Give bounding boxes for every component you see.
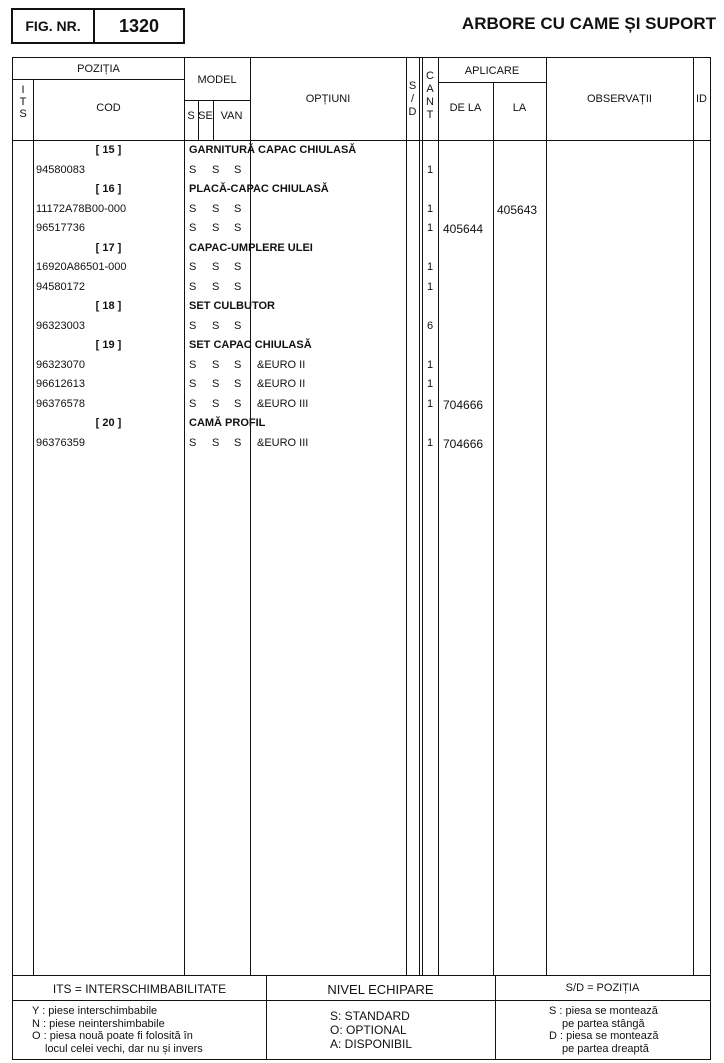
model-van-value: S (234, 280, 242, 293)
model-s-value: S (189, 358, 197, 371)
nivel-legend: S: STANDARD O: OPTIONAL A: DISPONIBIL (330, 1009, 413, 1051)
its-col-line (33, 79, 34, 975)
option-value: &EURO III (257, 397, 309, 410)
cant-value: 1 (427, 358, 434, 371)
cant-value: 1 (427, 378, 434, 390)
cant-value: 1 (427, 261, 434, 273)
cant-value: 6 (427, 319, 434, 332)
model-van-value: S (234, 261, 242, 273)
header-bottom-line (13, 140, 710, 141)
model-van-value: S (234, 397, 242, 410)
footer-top-line (13, 975, 710, 976)
part-code: 96323003 (36, 319, 85, 332)
group-description: SET CAPAC CHIULASĂ (189, 339, 312, 351)
pozitia-line (13, 79, 184, 80)
figure-label: FIG. NR. (13, 10, 95, 42)
model-van-value: S (234, 436, 242, 449)
model-s-value: S (189, 280, 197, 293)
model-s-header: S (187, 110, 195, 122)
its-header: I T S (19, 84, 27, 120)
sd-legend-title: S/D = POZIȚIA (565, 982, 640, 994)
cant-value: 1 (427, 163, 434, 176)
sd-header: S / D (408, 80, 417, 118)
sd-col-line-2 (422, 58, 423, 975)
part-code: 96323070 (36, 358, 85, 371)
model-s-value: S (189, 163, 197, 176)
model-se-value: S (212, 319, 220, 332)
page-title: ARBORE CU CAME ȘI SUPORT (461, 14, 716, 33)
aplicare-line (438, 82, 546, 83)
group-description: GARNITURĂ CAPAC CHIULASĂ (189, 144, 357, 156)
dela-col-line (493, 82, 494, 975)
model-se-header: SE (198, 110, 213, 122)
model-van-value: S (234, 319, 242, 332)
group-position: [ 19 ] (95, 339, 122, 351)
model-s-value: S (189, 222, 197, 234)
la-header: LA (512, 102, 527, 114)
group-description: PLACĂ-CAPAC CHIULASĂ (189, 183, 329, 195)
cant-value: 1 (427, 202, 434, 215)
figure-number-box (11, 8, 185, 44)
cod-header: COD (96, 102, 121, 114)
obs-col-line (693, 58, 694, 975)
part-code: 96376359 (36, 436, 85, 449)
its-legend: Y : piese interschimbabile N : piese neintershimbabile O : piesa nouă poate fi folosită în locul celei vechi, dar nu și invers (32, 1005, 203, 1055)
dela-value: 704666 (443, 436, 484, 451)
dela-value: 704666 (443, 397, 484, 412)
part-code: 94580172 (36, 280, 85, 293)
dela-value: 405644 (443, 222, 484, 236)
optiuni-header: OPȚIUNI (305, 93, 351, 105)
option-value: &EURO III (257, 436, 309, 449)
group-position: [ 18 ] (95, 300, 122, 312)
model-line (184, 100, 250, 101)
its-legend-title: ITS = INTERSCHIMBABILITATE (52, 982, 227, 996)
cant-header: C A N T (426, 70, 434, 121)
group-description: CAMĂ PROFIL (189, 417, 266, 429)
model-s-value: S (189, 397, 197, 410)
model-van-value: S (234, 358, 242, 371)
cod-col-line (184, 58, 185, 975)
id-header: ID (696, 93, 707, 105)
option-value: &EURO II (257, 378, 306, 390)
parts-table (12, 57, 711, 1060)
model-van-header: VAN (220, 110, 243, 122)
cant-value: 1 (427, 222, 434, 234)
observatii-header: OBSERVAȚII (586, 93, 652, 105)
dela-header: DE LA (449, 102, 482, 114)
sd-col-line (419, 58, 420, 975)
la-value: 405643 (497, 202, 538, 217)
part-code: 16920A86501-000 (36, 261, 127, 273)
model-header: MODEL (197, 74, 237, 86)
group-position: [ 17 ] (95, 241, 122, 254)
figure-number: 1320 (118, 15, 160, 36)
model-van-value: S (234, 222, 242, 234)
part-code: 94580083 (36, 163, 85, 176)
cant-value: 1 (427, 280, 434, 293)
sd-legend: S : piesa se montează pe partea stângă D : piesa se montează pe partea dreaptă (549, 1005, 659, 1055)
cant-value: 1 (427, 436, 434, 449)
part-code: 11172A78B00-000 (36, 202, 127, 215)
cant-value: 1 (427, 397, 434, 410)
pozitia-header: POZIȚIA (77, 63, 120, 75)
model-s-value: S (189, 378, 197, 390)
model-se-value: S (212, 378, 220, 390)
group-description: SET CULBUTOR (189, 300, 275, 312)
model-van-value: S (234, 163, 242, 176)
model-se-value: S (212, 222, 220, 234)
model-col-line (250, 58, 251, 975)
model-se-value: S (212, 436, 220, 449)
model-s-value: S (189, 319, 197, 332)
model-se-value: S (212, 358, 220, 371)
model-se-value: S (212, 163, 220, 176)
model-van-value: S (234, 378, 242, 390)
part-code: 96517736 (36, 222, 85, 234)
model-se-value: S (212, 280, 220, 293)
la-col-line (546, 58, 547, 975)
optiuni-col-line (406, 58, 407, 975)
model-van-value: S (234, 202, 242, 215)
option-value: &EURO II (257, 358, 306, 371)
model-s-value: S (189, 261, 197, 273)
aplicare-header: APLICARE (464, 65, 520, 77)
group-position: [ 20 ] (95, 417, 122, 429)
model-s-value: S (189, 202, 197, 215)
footer-title-line (13, 1000, 710, 1001)
cant-col-line (438, 58, 439, 975)
part-code: 96612613 (36, 378, 85, 390)
group-position: [ 15 ] (95, 144, 122, 156)
part-code: 96376578 (36, 397, 85, 410)
group-description: CAPAC-UMPLERE ULEI (189, 241, 313, 254)
model-se-value: S (212, 261, 220, 273)
model-se-value: S (212, 397, 220, 410)
model-se-value: S (212, 202, 220, 215)
model-s-value: S (189, 436, 197, 449)
nivel-legend-title: NIVEL ECHIPARE (327, 982, 434, 997)
group-position: [ 16 ] (95, 183, 122, 195)
